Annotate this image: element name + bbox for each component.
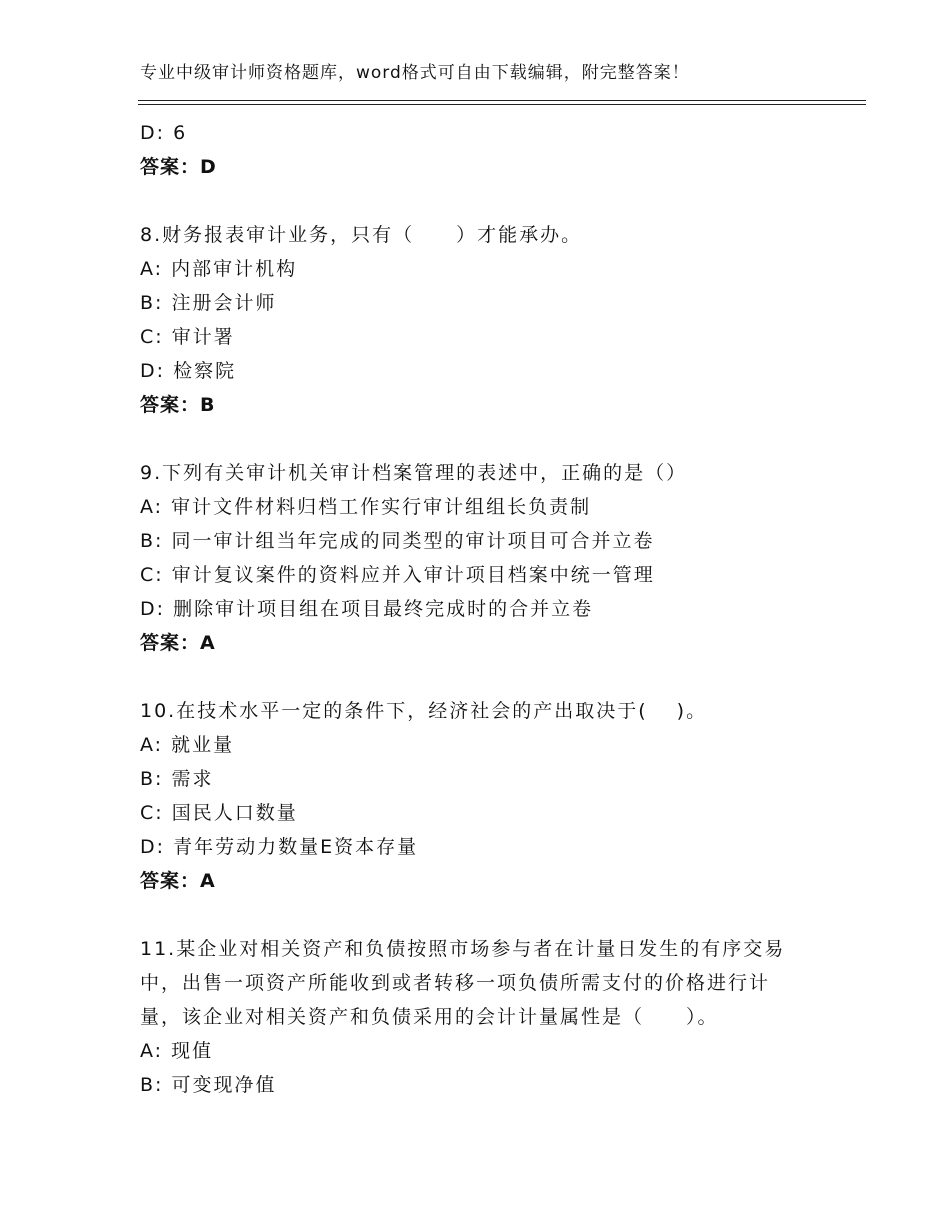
option-b: B: 需求 <box>140 768 214 790</box>
answer-line: 答案：A <box>140 632 216 654</box>
header-rule-bottom <box>138 104 866 105</box>
page-header-text: 专业中级审计师资格题库，word格式可自由下载编辑，附完整答案！ <box>140 63 690 83</box>
option-d: D: 6 <box>140 122 188 144</box>
header-rule-top <box>138 100 866 101</box>
question-block-8 <box>140 218 820 422</box>
answer-line: 答案：D <box>140 156 217 178</box>
option-d: D: 青年劳动力数量E资本存量 <box>140 836 419 858</box>
option-b: B: 可变现净值 <box>140 1074 277 1096</box>
question-block-9 <box>140 456 820 660</box>
option-c: C: 审计复议案件的资料应并入审计项目档案中统一管理 <box>140 564 655 586</box>
option-d: D: 检察院 <box>140 360 237 382</box>
option-d: D: 删除审计项目组在项目最终完成时的合并立卷 <box>140 598 594 620</box>
question-stem-line-3: 量，该企业对相关资产和负债采用的会计计量属性是（ ）。 <box>140 1006 719 1028</box>
question-stem-line-2: 中，出售一项资产所能收到或者转移一项负债所需支付的价格进行计 <box>140 972 771 994</box>
option-a: A: 就业量 <box>140 734 235 756</box>
answer-line: 答案：A <box>140 870 216 892</box>
question-stem-line-1: 11.某企业对相关资产和负债按照市场参与者在计量日发生的有序交易 <box>140 938 786 960</box>
question-block-partial <box>140 116 820 184</box>
question-block-10 <box>140 694 820 898</box>
question-stem: 10.在技术水平一定的条件下，经济社会的产出取决于( )。 <box>140 700 708 722</box>
question-block-11 <box>140 932 820 1102</box>
option-c: C: 审计署 <box>140 326 235 348</box>
question-stem: 8.财务报表审计业务，只有（ ）才能承办。 <box>140 224 583 246</box>
option-b: B: 注册会计师 <box>140 292 277 314</box>
option-a: A: 现值 <box>140 1040 214 1062</box>
answer-line: 答案：B <box>140 394 216 416</box>
option-c: C: 国民人口数量 <box>140 802 298 824</box>
question-content <box>140 116 820 1136</box>
question-stem: 9.下列有关审计机关审计档案管理的表述中，正确的是（） <box>140 462 688 484</box>
option-a: A: 内部审计机构 <box>140 258 298 280</box>
option-b: B: 同一审计组当年完成的同类型的审计项目可合并立卷 <box>140 530 655 552</box>
option-a: A: 审计文件材料归档工作实行审计组组长负责制 <box>140 496 592 518</box>
